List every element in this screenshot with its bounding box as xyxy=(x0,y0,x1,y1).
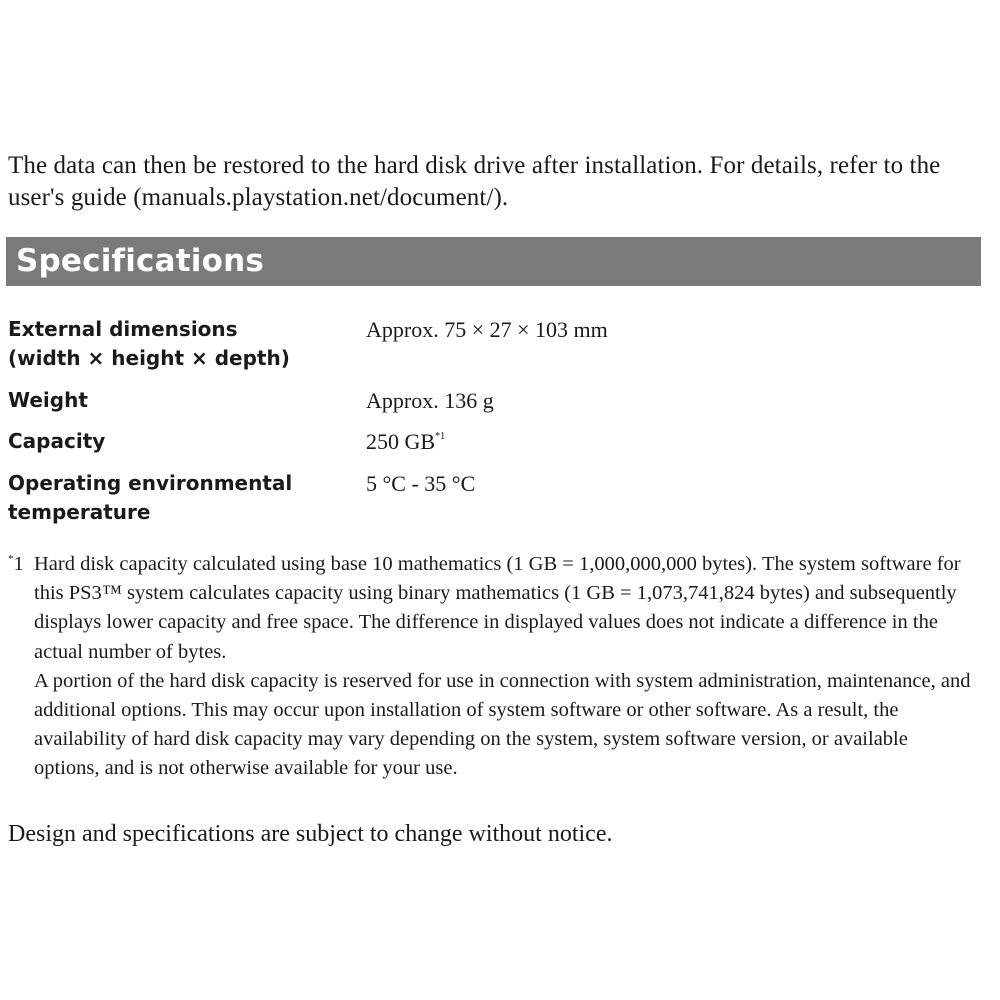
capacity-footnote-ref: *1 xyxy=(435,431,446,442)
footnote-paragraph-2: A portion of the hard disk capacity is reserved for use in connection with system administration, maintenance, and additional options. This may occur upon installation of system software or other software. As a result, the availability of hard disk capacity may vary depending on the system, system software version, or available options, and is not otherwise available for your use. xyxy=(34,669,971,780)
section-title: Specifications xyxy=(16,243,265,279)
spec-label-dimensions-line2: (width × height × depth) xyxy=(8,346,290,370)
footnote-marker-star: * xyxy=(8,553,14,565)
footnote-body xyxy=(34,550,978,784)
closing-note: Design and specifications are subject to change without notice. xyxy=(8,821,613,847)
spec-label-temperature xyxy=(8,469,353,527)
capacity-value-text: 250 GB xyxy=(366,429,436,454)
spec-value-weight: Approx. 136 g xyxy=(366,388,494,413)
spec-label-dimensions-line1: External dimensions xyxy=(8,317,238,341)
footnote-paragraph-1: Hard disk capacity calculated using base 10 mathematics (1 GB = 1,000,000,000 bytes). The system software for this PS3™ system calculates capacity using binary mathematics (1 GB = 1,073,741,824 bytes) and subsequently displays lower capacity and free space. The difference in displayed values does not indicate a difference in the actual number of bytes. xyxy=(34,553,961,663)
spec-value-temperature: 5 °C - 35 °C xyxy=(366,471,476,496)
spec-label-capacity: Capacity xyxy=(8,429,106,453)
footnote-marker xyxy=(8,550,34,579)
spec-label-dimensions xyxy=(8,315,353,373)
specifications-header-bar xyxy=(6,237,981,286)
footnote xyxy=(8,550,978,784)
spec-label-temperature-line2: temperature xyxy=(8,500,151,524)
spec-label-weight: Weight xyxy=(8,388,88,412)
footnote-marker-number: 1 xyxy=(13,553,24,575)
spec-value-capacity xyxy=(366,427,445,456)
intro-paragraph: The data can then be restored to the hard disk drive after installation. For details, refer to the user's guide (manuals.playstation.net/document/). xyxy=(8,152,941,211)
spec-value-dimensions: Approx. 75 × 27 × 103 mm xyxy=(366,317,608,342)
spec-label-temperature-line1: Operating environmental xyxy=(8,471,293,495)
